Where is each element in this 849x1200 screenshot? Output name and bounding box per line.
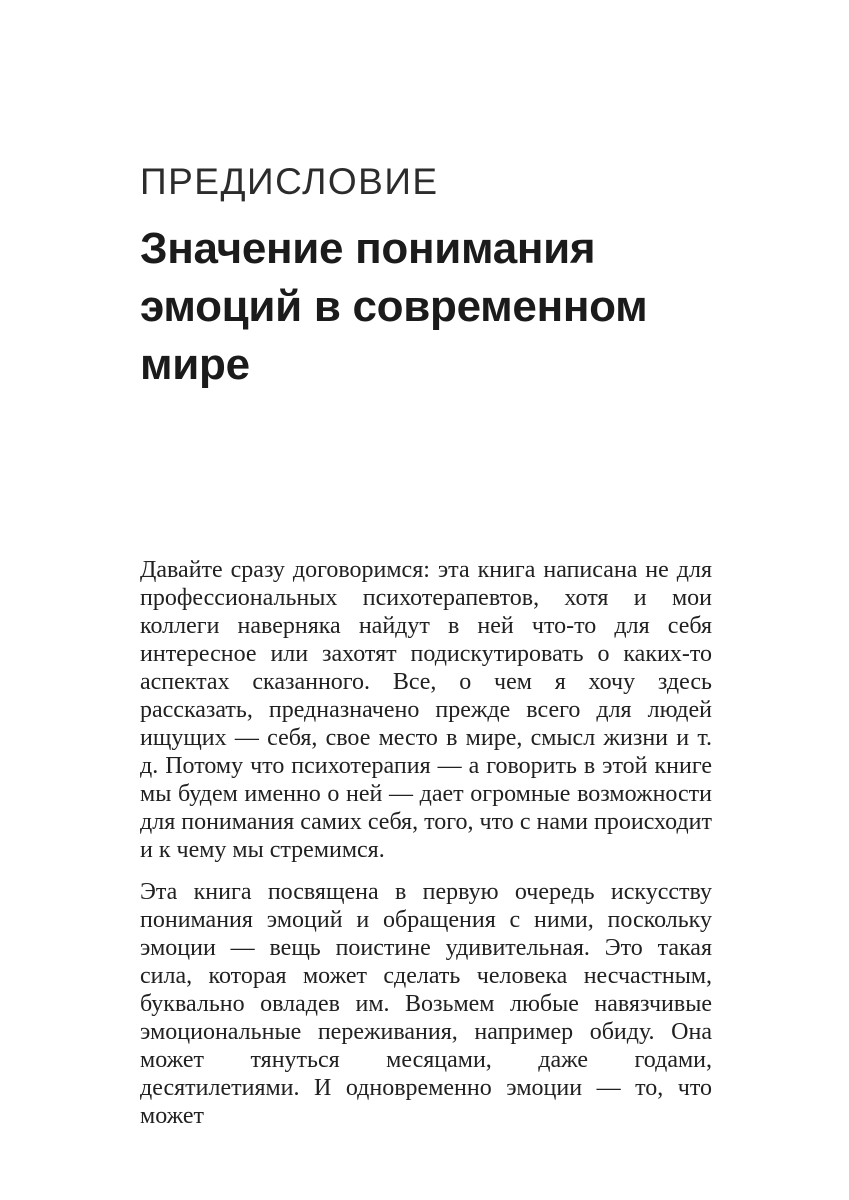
paragraph: Эта книга посвящена в первую очередь искусству понимания эмоций и обращения с ними, поскольку эмоции — вещь поистине удивительная. Это такая сила, которая может сделать человека несчастным, буквально овладев им. Возьмем любые навязчивые эмоциональные переживания, например обиду. Она может тянуться месяцами, даже годами, десятилетиями. И одновременно эмоции — то, что может: [140, 879, 712, 1129]
chapter-title: Значение понимания эмоций в современном мире: [140, 224, 648, 389]
chapter-heading: [140, 160, 715, 394]
body-text: [140, 556, 712, 1130]
chapter-kicker: ПРЕДИСЛОВИЕ: [140, 161, 439, 202]
paragraph: Давайте сразу договоримся: эта книга написана не для профессиональных психотерапевтов, хотя и мои коллеги наверняка найдут в ней что-то для себя интересное или захотят подискутировать о каких-то аспектах сказанного. Все, о чем я хочу здесь рассказать, предназначено прежде всего для людей ищущих — себя, свое место в мире, смысл жизни и т. д. Потому что психотерапия — а говорить в этой книге мы будем именно о ней — дает огромные возможности для понимания самих себя, того, что с нами происходит и к чему мы стремимся.: [140, 557, 712, 863]
